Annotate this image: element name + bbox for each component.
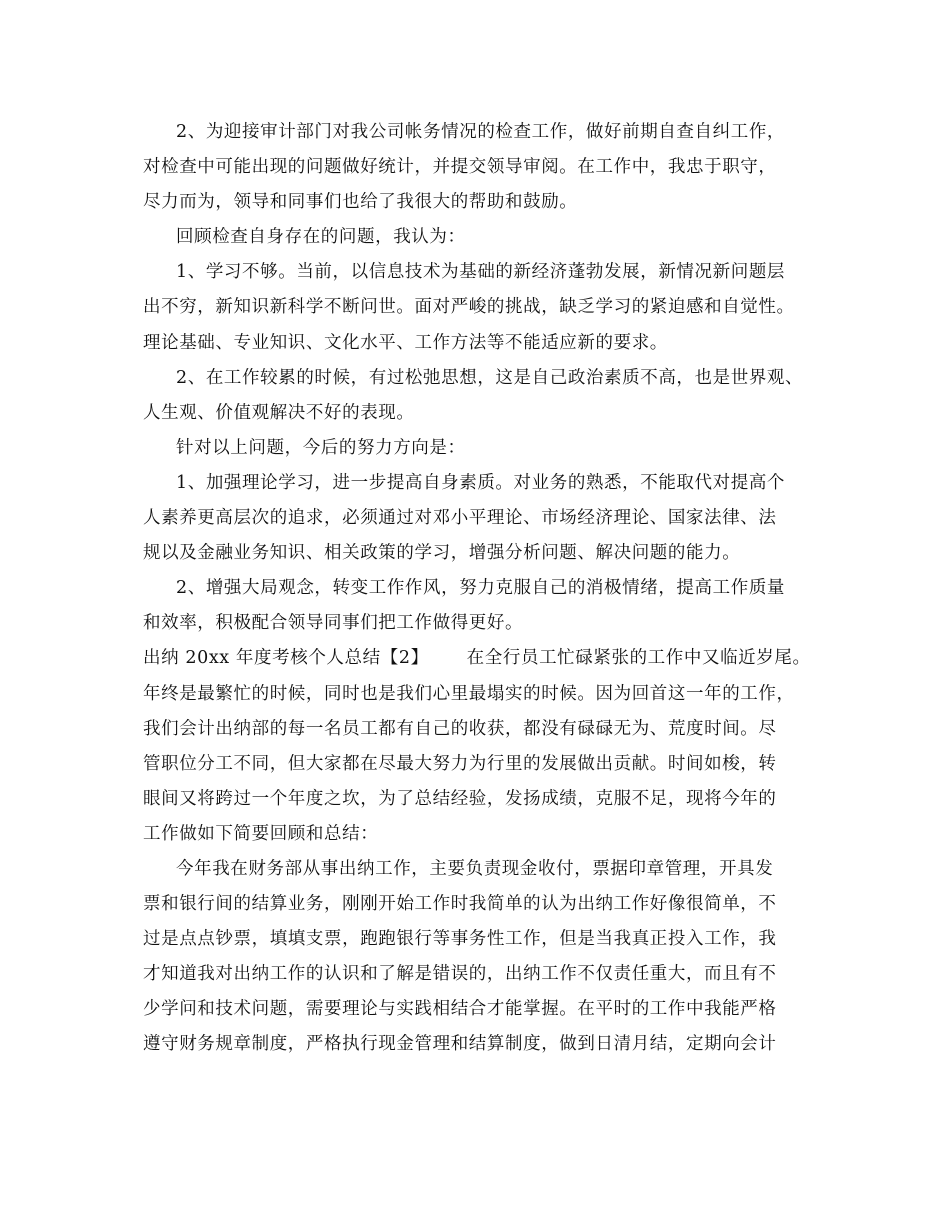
- text-line: 管职位分工不同，但大家都在尽最大努力为行里的发展做出贡献。时间如梭，转: [143, 753, 777, 774]
- text-line: 人素养更高层次的追求，必须通过对邓小平理论、市场经济理论、国家法律、法: [143, 508, 777, 529]
- section-summary: [143, 677, 818, 1063]
- text-line: 眼间又将跨过一个年度之坎，为了总结经验，发扬成绩，克服不足，现将今年的: [143, 788, 777, 809]
- text-line: 我们会计出纳部的每一名员工都有自己的收获，都没有碌碌无为、荒度时间。尽: [143, 718, 777, 739]
- section-review: [143, 115, 818, 641]
- text-line: 针对以上问题，今后的努力方向是：: [176, 437, 466, 458]
- text-line: 2、增强大局观念，转变工作作风，努力克服自己的消极情绪，提高工作质量: [176, 578, 786, 599]
- text-line: 才知道我对出纳工作的认识和了解是错误的，出纳工作不仅责任重大，而且有不: [143, 964, 777, 985]
- text-line: 少学问和技术问题，需要理论与实践相结合才能掌握。在平时的工作中我能严格: [143, 999, 777, 1020]
- heading-continuation: 在全行员工忙碌紧张的工作中又临近岁尾。: [466, 648, 811, 669]
- text-line: 过是点点钞票，填填支票，跑跑银行等事务性工作，但是当我真正投入工作，我: [143, 929, 777, 950]
- text-line: 年终是最繁忙的时候，同时也是我们心里最塌实的时候。因为回首这一年的工作，: [143, 683, 795, 704]
- text-line: 出不穷，新知识新科学不断问世。面对严峻的挑战，缺乏学习的紧迫感和自觉性。: [143, 297, 795, 318]
- text-line: 人生观、价值观解决不好的表现。: [143, 402, 415, 423]
- text-line: 票和银行间的结算业务，刚刚开始工作时我简单的认为出纳工作好像很简单，不: [143, 894, 777, 915]
- text-line: 尽力而为，领导和同事们也给了我很大的帮助和鼓励。: [143, 192, 578, 213]
- text-line: 和效率，积极配合领导同事们把工作做得更好。: [143, 613, 524, 634]
- text-line: 1、学习不够。当前，以信息技术为基础的新经济蓬勃发展，新情况新问题层: [176, 262, 786, 283]
- text-line: 规以及金融业务知识、相关政策的学习，增强分析问题、解决问题的能力。: [143, 543, 741, 564]
- text-line: 今年我在财务部从事出纳工作，主要负责现金收付，票据印章管理，开具发: [176, 858, 774, 879]
- section-title: 出纳 20xx 年度考核个人总结【2】: [143, 648, 429, 669]
- heading-line: [143, 641, 818, 676]
- text-line: 1、加强理论学习，进一步提高自身素质。对业务的熟悉，不能取代对提高个: [176, 472, 786, 493]
- text-line: 2、为迎接审计部门对我公司帐务情况的检查工作，做好前期自查自纠工作，: [176, 122, 786, 142]
- text-line: 遵守财务规章制度，严格执行现金管理和结算制度，做到日清月结，定期向会计: [143, 1034, 777, 1055]
- text-line: 理论基础、专业知识、文化水平、工作方法等不能适应新的要求。: [143, 332, 668, 353]
- text-line: 对检查中可能出现的问题做好统计，并提交领导审阅。在工作中，我忠于职守，: [143, 157, 777, 178]
- text-line: 回顾检查自身存在的问题，我认为：: [176, 227, 466, 248]
- text-line: 工作做如下简要回顾和总结：: [143, 823, 379, 844]
- text-line: 2、在工作较累的时候，有过松弛思想，这是自己政治素质不高，也是世界观、: [176, 367, 804, 388]
- document-body: [143, 115, 818, 1063]
